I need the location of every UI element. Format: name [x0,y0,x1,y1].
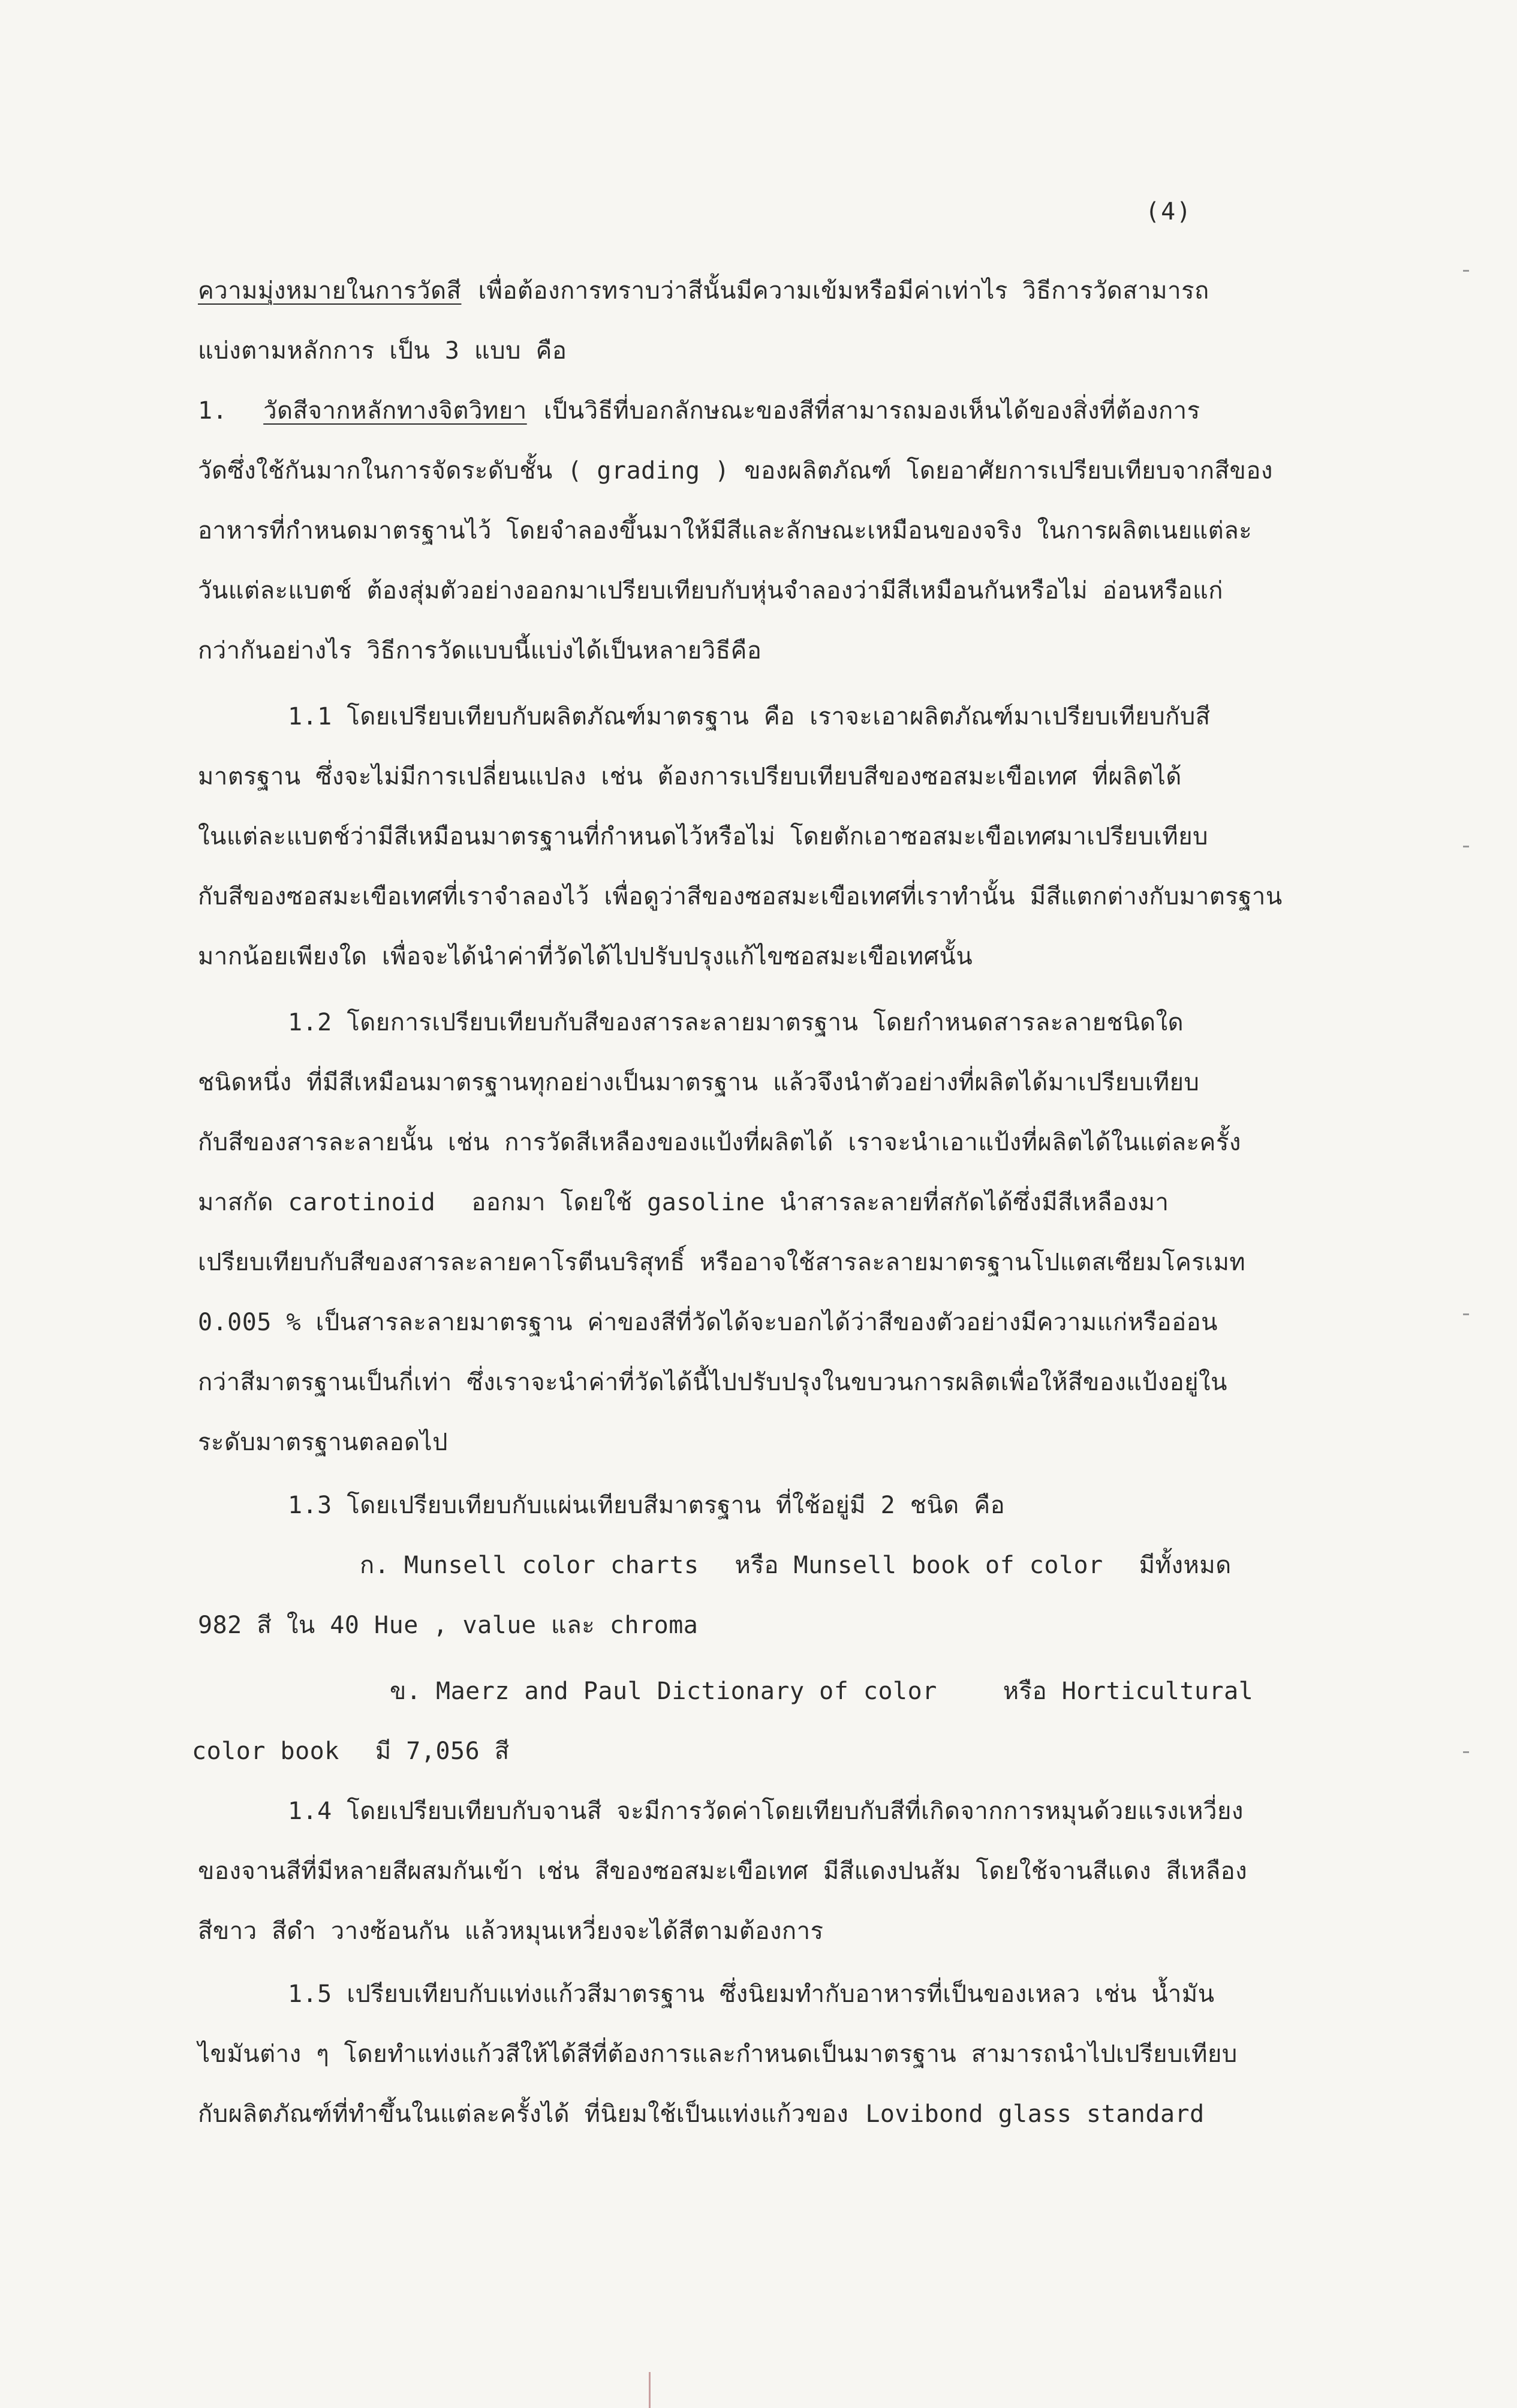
item-1-1-line-2: มาตรฐาน ซึ่งจะไม่มีการเปลี่ยนแปลง เช่น ต้องการเปรียบเทียบสีของซอสมะเขือเทศ ที่ผลิตได้ [198,763,1182,790]
item-1-3-a-line-1-c: มีทั้งหมด [1139,1552,1232,1579]
item-1-2-line-8: ระดับมาตรฐานตลอดไป [198,1429,448,1456]
item-1-3-b-line-2-a: color book [192,1737,339,1765]
section-1-line-4: วันแต่ละแบตช์ ต้องสุ่มตัวอย่างออกมาเปรียบเทียบกับหุ่นจำลองว่ามีสีเหมือนกันหรือไม่ อ่อนหรือแก่ [198,577,1224,605]
bottom-edge-mark [649,2372,651,2408]
item-1-5-line-3-b: Lovibond glass standard [865,2100,1205,2128]
item-1-3-a-line-2: 982 สี ใน 40 Hue , value และ chroma [198,1612,699,1639]
item-1-1-line-3: ในแต่ละแบตช์ว่ามีสีเหมือนมาตรฐานที่กำหนดไว้หรือไม่ โดยตักเอาซอสมะเขือเทศมาเปรียบเทียบ [198,823,1209,850]
item-1-2-line-2: ชนิดหนึ่ง ที่มีสีเหมือนมาตรฐานทุกอย่างเป็นมาตรฐาน แล้วจึงนำตัวอย่างที่ผลิตได้มาเปรียบเทียบ [198,1069,1200,1096]
section-1-line-5: กว่ากันอย่างไร วิธีการวัดแบบนี้แบ่งได้เป็นหลายวิธีคือ [198,637,762,665]
margin-mark [1463,1313,1469,1315]
item-1-1-line-1: 1.1 โดยเปรียบเทียบกับผลิตภัณฑ์มาตรฐาน คือ เราจะเอาผลิตภัณฑ์มาเปรียบเทียบกับสี [288,703,1211,730]
heading-text: เพื่อต้องการทราบว่าสีนั้นมีความเข้มหรือมีค่าเท่าไร วิธีการวัดสามารถ [478,277,1209,305]
item-1-2-line-1: 1.2 โดยการเปรียบเทียบกับสีของสารละลายมาตรฐาน โดยกำหนดสารละลายชนิดใด [288,1009,1184,1036]
section-1-title: วัดสีจากหลักทางจิตวิทยา [263,397,527,425]
section-1-line-2: วัดซึ่งใช้กันมากในการจัดระดับชั้น ( grading ) ของผลิตภัณฑ์ โดยอาศัยการเปรียบเทียบจากสีของ [198,457,1273,485]
section-1-text: เป็นวิธีที่บอกลักษณะของสีที่สามารถมองเห็นได้ของสิ่งที่ต้องการ [543,397,1200,425]
item-1-3-b-line-1 [390,1673,1253,1709]
item-1-3-b-line-1-b: หรือ Horticultural [1003,1678,1254,1705]
item-1-3-a-line-1 [360,1547,1232,1583]
item-1-2-line-7: กว่าสีมาตรฐานเป็นกี่เท่า ซึ่งเราจะนำค่าที่วัดได้นี้ไปปรับปรุงในขบวนการผลิตเพื่อให้สีของแป้งอยู่ใน [198,1369,1227,1396]
section-1-line-1 [198,393,1200,429]
item-1-5-line-1: 1.5 เปรียบเทียบกับแท่งแก้วสีมาตรฐาน ซึ่งนิยมทำกับอาหารที่เป็นของเหลว เช่น น้ำมัน [288,1980,1215,2008]
item-1-2-line-3: กับสีของสารละลายนั้น เช่น การวัดสีเหลืองของแป้งที่ผลิตได้ เราจะนำเอาแป้งที่ผลิตได้ในแต่ละครั้ง [198,1129,1241,1156]
section-1-number: 1. [198,397,228,425]
page-number: (4) [1145,198,1193,226]
item-1-3-b-line-1-a: ข. Maerz and Paul Dictionary of color [390,1678,937,1705]
item-1-3-a-line-1-a: ก. Munsell color charts [360,1552,699,1579]
margin-mark [1463,270,1469,272]
item-1-2-line-4-a: มาสกัด carotinoid [198,1189,436,1216]
item-1-3-a-line-1-b: หรือ Munsell book of color [735,1552,1103,1579]
item-1-5-line-3-a: กับผลิตภัณฑ์ที่ทำขึ้นในแต่ละครั้งได้ ที่นิยมใช้เป็นแท่งแก้วของ [198,2100,849,2128]
heading-line-1 [198,273,1209,309]
item-1-1-line-4: กับสีของซอสมะเขือเทศที่เราจำลองไว้ เพื่อดูว่าสีของซอสมะเขือเทศที่เราทำนั้น มีสีแตกต่างกับมาตรฐาน [198,883,1283,910]
item-1-2-line-4-b: ออกมา โดยใช้ gasoline นำสารละลายที่สกัดได้ซึ่งมีสีเหลืองมา [471,1189,1169,1216]
item-1-3-b-line-2 [192,1733,510,1769]
heading-line-2: แบ่งตามหลักการ เป็น 3 แบบ คือ [198,337,567,365]
item-1-2-line-5: เปรียบเทียบกับสีของสารละลายคาโรตีนบริสุทธิ์ หรืออาจใช้สารละลายมาตรฐานโปแตสเซียมโครเมท [198,1249,1246,1276]
item-1-5-line-3 [198,2096,1205,2132]
margin-mark [1463,1751,1469,1753]
item-1-2-line-4 [198,1185,1169,1220]
section-1-line-3: อาหารที่กำหนดมาตรฐานไว้ โดยจำลองขึ้นมาให้มีสีและลักษณะเหมือนของจริง ในการผลิตเนยแต่ละ [198,517,1253,545]
item-1-2-line-6: 0.005 % เป็นสารละลายมาตรฐาน ค่าของสีที่วัดได้จะบอกได้ว่าสีของตัวอย่างมีความแก่หรืออ่อน [198,1309,1218,1336]
margin-mark [1463,846,1469,847]
item-1-4-line-1: 1.4 โดยเปรียบเทียบกับจานสี จะมีการวัดค่าโดยเทียบกับสีที่เกิดจากการหมุนด้วยแรงเหวี่ยง [288,1797,1244,1825]
item-1-5-line-2: ไขมันต่าง ๆ โดยทำแท่งแก้วสีให้ได้สีที่ต้องการและกำหนดเป็นมาตรฐาน สามารถนำไปเปรียบเทียบ [198,2040,1238,2068]
item-1-3-b-line-2-b: มี 7,056 สี [375,1737,510,1765]
item-1-4-line-2: ของจานสีที่มีหลายสีผสมกันเข้า เช่น สีของซอสมะเขือเทศ มีสีแดงปนส้ม โดยใช้จานสีแดง สีเหลือง [198,1857,1248,1885]
item-1-3-line-1: 1.3 โดยเปรียบเทียบกับแผ่นเทียบสีมาตรฐาน ที่ใช้อยู่มี 2 ชนิด คือ [288,1492,1006,1519]
item-1-1-line-5: มากน้อยเพียงใด เพื่อจะได้นำค่าที่วัดได้ไปปรับปรุงแก้ไขซอสมะเขือเทศนั้น [198,943,973,970]
item-1-4-line-3: สีขาว สีดำ วางซ้อนกัน แล้วหมุนเหวี่ยงจะได้สีตามต้องการ [198,1917,824,1945]
heading-title: ความมุ่งหมายในการวัดสี [198,277,462,305]
